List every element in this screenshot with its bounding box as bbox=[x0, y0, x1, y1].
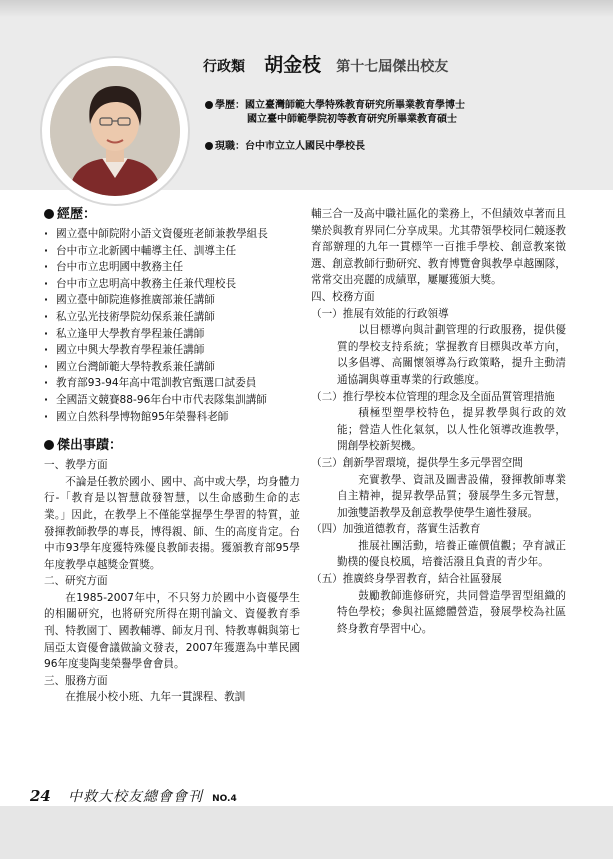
portrait-illustration bbox=[50, 66, 180, 196]
admin-sub-2-title: （二）推行學校本位管理的理念及全面品質管理措施 bbox=[311, 390, 555, 403]
profile-title bbox=[203, 50, 448, 80]
degree-label: 學歷： bbox=[215, 100, 245, 111]
section-research-title: 二、研究方面 bbox=[44, 575, 108, 588]
list-item: · 國立臺中師院附小語文資優班老師兼教學組長 bbox=[44, 226, 300, 243]
admin-sub-1-body: 以目標導向與計劃管理的行政服務，提供優質的學校支持系統；掌握教育目標與改革方向，以多倡導、高關懷領導為行政策略，提升主動清通協調與尊重專業的行政態度。 bbox=[337, 324, 566, 386]
section-teaching-title: 一、教學方面 bbox=[44, 459, 108, 472]
section-research-body: 在1985-2007年中，不只努力於國中小資優學生的相關研究，也將研究所得在期刊論文、資優教育季刊、特教園丁、國教輔導、師友月刊、特教專輯與第七屆亞太資優會議做論文發表，2007年獲選為中華民國96年度斐陶斐榮譽學會會員。 bbox=[44, 591, 300, 671]
admin-sub-3-title: （三）創新學習環境，提供學生多元學習空間 bbox=[311, 456, 523, 469]
degree-text-2: 國立臺中師範學院初等教育研究所畢業教育碩士 bbox=[247, 114, 457, 125]
list-item: · 國立台灣師範大學特教系兼任講師 bbox=[44, 359, 300, 376]
list-item: · 私立弘光技術學院幼保系兼任講師 bbox=[44, 309, 300, 326]
admin-sub-5-body: 鼓勵教師進修研究，共同營造學習型組織的特色學校；參與社區總體營造，發展學校為社區終身教育學習中心。 bbox=[337, 589, 566, 635]
right-column bbox=[311, 206, 566, 637]
admin-sub-1-title: （一）推展有效能的行政領導 bbox=[311, 307, 449, 320]
current-value: 台中市立立人國民中學校長 bbox=[245, 141, 365, 152]
list-item: · 台中市立忠明國中教務主任 bbox=[44, 259, 300, 276]
list-item: · 國立自然科學博物館95年榮譽科老師 bbox=[44, 409, 300, 426]
section-admin-title: 四、校務方面 bbox=[311, 290, 375, 303]
section-service-title: 三、服務方面 bbox=[44, 674, 108, 687]
portrait-photo bbox=[50, 66, 180, 196]
bullet-dot-icon bbox=[205, 101, 213, 109]
degree-line-2 bbox=[247, 113, 457, 127]
list-item: · 國立臺中師院進修推廣部兼任講師 bbox=[44, 292, 300, 309]
admin-sub-4-body: 推展社團活動，培養正確價值觀；孕育誠正勤樸的優良校風，培養活潑且負責的青少年。 bbox=[337, 539, 566, 569]
magazine-title: 中救大校友總會會刊 bbox=[67, 789, 203, 805]
admin-sub-4-title: （四）加強道德教育，落實生活教育 bbox=[311, 523, 481, 536]
list-item: · 私立逢甲大學教育學程兼任講師 bbox=[44, 326, 300, 343]
bullet-dot-icon bbox=[44, 440, 54, 450]
bullet-dot-icon bbox=[205, 142, 213, 150]
list-item: · 全國語文競賽88-96年台中市代表隊集訓講師 bbox=[44, 392, 300, 409]
degree-text-1: 國立臺灣師範大學特殊教育研究所畢業教育學博士 bbox=[245, 100, 465, 111]
list-item: · 教育部93-94年高中電訓教官甄選口試委員 bbox=[44, 375, 300, 392]
bottom-border bbox=[0, 806, 613, 859]
top-border bbox=[0, 0, 613, 18]
section-teaching-body: 不論是任教於國小、國中、高中或大學，均身體力行-「教育是以智慧啟發智慧，以生命感動生命的志業。」因此，在教學上不僅能掌握學生學習的特質，並發揮教師教學的專長，博得親、師、生的高度肯定。台中市93學年度獲特殊優良教師表揚。獲頒教育部95學年度教學卓越獎金質獎。 bbox=[44, 475, 300, 571]
honor-title: 第十七屆傑出校友 bbox=[336, 59, 449, 75]
issue-number: NO.4 bbox=[212, 794, 237, 804]
current-position bbox=[205, 140, 365, 154]
list-item: · 國立中興大學教育學程兼任講師 bbox=[44, 342, 300, 359]
page-footer bbox=[30, 786, 237, 806]
admin-sub-3-body: 充實教學、資訊及圖書設備，發揮教師專業自主精神，提昇教學品質；發展學生多元智慧，加強雙語教學及創意教學使學生適性發展。 bbox=[337, 473, 566, 519]
section-service-continued: 輔三合一及高中職社區化的業務上，不但績效卓著而且樂於與教育界同仁分享成果。尤其帶領學校同仁競逐教育部辦理的九年一貫標竿一百推手學校、創意教案徵選、創意教師行動研究、教育博覽會與教學卓越團隊，常常交出亮麗的成績單，屢屢獲頒大獎。 bbox=[311, 208, 566, 287]
bullet-dot-icon bbox=[44, 209, 54, 219]
experience-heading: 經歷： bbox=[44, 206, 300, 224]
degree-line-1 bbox=[205, 99, 465, 113]
list-item: · 台中市立北新國中輔導主任、訓導主任 bbox=[44, 243, 300, 260]
section-service-body: 在推展小校小班、九年一貫課程、教訓 bbox=[65, 691, 246, 704]
category-label: 行政類 bbox=[203, 59, 245, 75]
alumnus-name: 胡金枝 bbox=[264, 54, 322, 76]
left-column bbox=[44, 206, 300, 705]
current-label: 現職： bbox=[215, 141, 245, 152]
achievements-heading: 傑出事蹟： bbox=[44, 437, 300, 455]
admin-sub-5-title: （五）推廣終身學習教育，結合社區發展 bbox=[311, 573, 502, 586]
experience-list bbox=[44, 226, 300, 425]
page-number: 24 bbox=[30, 787, 51, 805]
admin-sub-2-body: 積極型塑學校特色，提昇教學與行政的效能；營造人性化氣氛，以人性化領導改進教學，開創學校新契機。 bbox=[337, 407, 566, 453]
list-item: · 台中市立忠明高中教務主任兼代理校長 bbox=[44, 276, 300, 293]
